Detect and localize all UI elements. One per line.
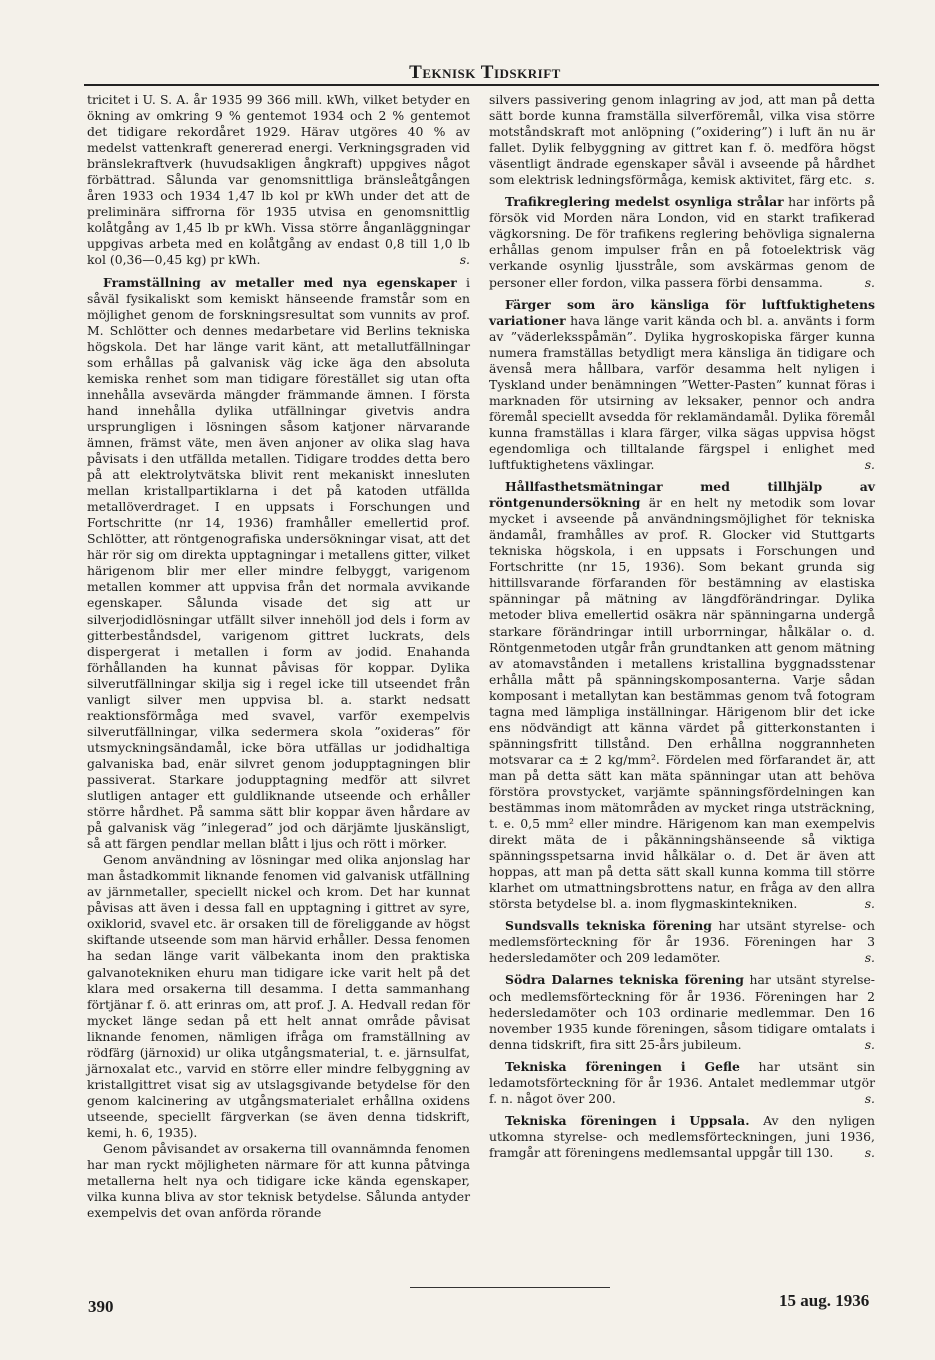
article-signature: s. <box>864 950 875 966</box>
article-continuation <box>87 92 470 269</box>
article-signature: s. <box>864 1090 875 1106</box>
article-text: silvers passivering genom inlagring av jod, att man på detta sätt borde kunna framställa silverföremål, vilka visa större motståndskraft mot anlöpning (”oxidering”) i luft än nu är fallet. Dylik felbyggning av gittret kan f. ö. medföra högst väsentligt ändrade egenskaper såväl i avseende på hårdhet som elektrisk ledningsförmåga, kemisk aktivitet, färg etc. <box>489 92 875 188</box>
article-signature: s. <box>864 274 875 290</box>
article-title: Tekniska föreningen i Uppsala. <box>505 1112 750 1128</box>
article-text: Av den nyligen utkomna styrelse- och medlemsförteckningen, juni 1936, framgår att föreningens medlemsantal uppgår till 130. <box>489 1112 875 1160</box>
article-colors <box>489 297 875 474</box>
article-gefle <box>489 1059 875 1107</box>
article-uppsala <box>489 1113 875 1161</box>
article-title: Sundsvalls tekniska förening <box>505 918 712 934</box>
article-signature: s. <box>864 1036 875 1052</box>
article-title: Tekniska föreningen i Gefle <box>505 1058 740 1074</box>
issue-date: 15 aug. 1936 <box>779 1291 870 1310</box>
article-text: har utsänt styrelse- och medlemsförteckning för år 1936. Föreningen har 2 hedersledamöter och 103 ordinarie medlemmar. Den 16 november 1935 kunde föreningen, såsom tidigare omtalats i denna tidskrift, fira sitt 25-års jubileum. <box>489 972 875 1052</box>
article-text: har utsänt sin ledamotsförteckning för år 1936. Antalet medlemmar utgör f. n. något över 200. <box>489 1058 875 1106</box>
article-text: i såväl fysikaliskt som kemiskt hänseende framstår som en möjlighet genom de forskningsresultat som vunnits av prof. M. Schlötter och dennes medarbetare vid Berlins tekniska högskola. Det har länge varit känt, att metallutfällningar som erhållas på galvanisk väg icke äga den absoluta kemiska renhet som man tidigare förestället sig utan ofta innehålla avsevärda mängder främmande ämnen. I första hand innehålla dylika utfällningar givetvis andra ursprungligen i lösningen såsom katjoner närvarande ämnen, främst väte, men även anjoner av olika slag hava påvisats i den utfällda metallen. Tidigare troddes detta bero på att elektrolytvätska blivit rent mekaniskt innesluten mellan kristallpartiklarna i det på katoden utfällda metallöverdraget. I en uppsats i Forschungen und Fortschritte (nr 14, 1936) framhåller emellertid prof. Schlötter, att röntgenografiska undersökningar visat, att det här rör sig om direkta upptagningar i metallens gitter, vilket härigenom blir mer eller mindre felbyggt, varigenom metallen kommer att uppvisa från det normala avvikande egenskaper. Sålunda visade det sig att ur silverjodidlösningar utfällt silver innehöll jod dels i form av gitterbeståndsdel, varigenom gittret luckrats, dels dispergerat i metallen i form av jodid. Enahanda förhållanden ha kunnat påvisas för koppar. Dylika silverutfällningar skilja sig i regel icke till utseendet från vanligt silver men uppvisa bl. a. starkt nedsatt reaktionsförmåga med svavel, varför exempelvis silverutfällningar, vilka sedermera skola ”oxideras” för utsmyckningsändamål, icke böra utfällas ur jodidhaltiga galvaniska bad, enär silvret genom jodupptagningen blir passiverat. Starkare jodupptagning medför att silvret slutligen antager ett guldliknande utseende och erhåller större hårdhet. På samma sätt blir koppar även hårdare av på galvanisk väg ”inlegerad” jod och därjämte ljuskänsligt, så att färgen pendlar mellan blått i ljus och rött i mörker. <box>87 274 470 852</box>
article-text: hava länge varit kända och bl. a. använts i form av ”väderleksspåmän”. Dylika hygroskopiska färger kunna numera framställas betydligt mera känsliga än tidigare och ävenså mera hållbara, varför desamma helt nyligen i Tyskland under benämningen ”Wetter-Pasten” kunnat föras i marknaden för utsirning av leksaker, pennor och andra föremål speciellt avsedda för reklamändamål. Dylika föremål kunna framställas i klara färger, vilka sägas uppvisa högst egendomliga och tilltalande färgspel i enlighet med luftfuktighetens växlingar. <box>489 312 875 473</box>
article-signature: s. <box>459 252 470 268</box>
article-paragraph: Genom användning av lösningar med olika anjonslag har man åstadkommit liknande fenomen vid galvanisk utfällning av järnmetaller, speciellt nickel och krom. Det har kunnat påvisas att även i dessa fall en upptagning i gittret av syre, oxiklorid, svavel etc. är orsaken till de föreliggande av högst skiftande utseende som man härvid erhåller. Dessa fenomen ha sedan länge varit välbekanta inom den praktiska galvanotekniken ehuru man tidigare icke varit helt på det klara med orsakerna till desamma. I detta sammanhang förtjänar f. ö. att erinras om, att prof. J. A. Hedvall redan för mycket länge sedan på ett helt annat område påvisat liknande fenomen, nämligen ifråga om framställning av rödfärg (järnoxid) ur olika utgångsmaterial, t. e. järnsulfat, järnoxalat etc., varvid en större eller mindre felbyggning av kristallgittret visat sig av utslagsgivande betydelse för den genom kalcinering av utgångsmaterialet erhållna oxidens utseende, speciellt färgverkan (se även denna tidskrift, kemi, h. 6, 1935). <box>87 852 470 1140</box>
article-xray <box>489 479 875 912</box>
article-text: har införts på försök vid Morden nära London, vid en starkt trafikerad vägkorsning. De för trafikens reglering behövliga signalerna erhållas genom impulser från en på fotoelektrisk väg verkande osynlig ljusstråle, som avskärmas genom de personer eller fordon, vilka passera förbi densamma. <box>489 194 875 290</box>
journal-masthead: Teknisk Tidskrift <box>409 62 561 83</box>
article-text: har utsänt styrelse- och medlemsförteckning för år 1936. Föreningen har 3 hedersledamöter och 209 ledamöter. <box>489 918 875 966</box>
article-continuation <box>489 92 875 188</box>
article-title: Södra Dalarnes tekniska förening <box>505 972 744 988</box>
article-title: Hållfasthetsmätningar med tillhjälp av röntgenundersökning <box>489 479 875 511</box>
article-text: tricitet i U. S. A. år 1935 99 366 mill. kWh, vilket betyder en ökning av omkring 9 % gentemot 1934 och 2 % gentemot det tidigare rekordåret 1929. Härav utgöres 40 % av medelst vattenkraft genererad energi. Verkningsgraden vid bränslekraftverk (huvudsakligen ångkraft) uppgives något förbättrad. Sålunda var genomsnittliga bränsleåtgången åren 1933 och 1934 1,47 lb kol pr kWh under det att de preliminära siffrorna för 1935 utvisa en genomsnittlig kolåtgång av 1,45 lb pr kWh. Vissa större ånganläggningar uppgivas arbeta med en kolåtgång av endast 0,8 till 1,0 lb kol (0,36—0,45 kg) pr kWh. <box>87 92 470 268</box>
right-column <box>489 92 875 1161</box>
article-title: Trafikreglering medelst osynliga strålar <box>505 194 784 210</box>
article-title: Färger som äro känsliga för luftfuktighetens variationer <box>489 296 875 328</box>
header-rule <box>84 84 879 86</box>
left-column <box>87 92 470 1221</box>
article-sundsvall <box>489 918 875 966</box>
article-metals <box>87 275 470 853</box>
article-text: är en helt ny metodik som lovar mycket i avseende på användningsmöjlighet för tekniska ändamål, framhålles av prof. R. Glocker vid Stuttgarts tekniska högskola, i en uppsats i Forschungen und Fortschritte (nr 15, 1936). Som bekant grunda sig hittillsvarande förfaranden för bestämning av elastiska spänningar på mätning av längdförändringar. Dylika metoder bliva emellertid osäkra när spänningarna undergå starkare förändringar intill urborrningar, hålkälar o. d. Röntgenmetoden utgår från grundtanken att genom mätning av atomavstånden i metallens kristallina byggnadsstenar erhålla mått på spänningskomposanterna. Varje sådan komposant i metallytan kan bestämmas genom två fotogram tagna med lämpliga inställningar. Härigenom blir det icke ens nödvändigt att känna värdet på gitterkonstanten i spänningsfritt tillstånd. Den erhållna noggrannheten motsvarar ca ± 2 kg/mm². Fördelen med förfarandet är, att man på detta sätt kan mäta spänningar utan att behöva förstöra provstycket, varjämte spänningsfördelningen kan bestämmas inom mätområden av mycket ringa utsträckning, t. e. 0,5 mm² eller mindre. Härigenom kan man exempelvis direkt mäta de i påkänningshänseende så viktiga spänningsspetsarna invid hålkälar o. d. Det är även att hoppas, att man på detta sätt skall kunna komma till större klarhet om utmattningsbrottens natur, en fråga av den allra största betydelse bl. a. inom flygmaskintekniken. <box>489 495 875 912</box>
article-paragraph: Genom påvisandet av orsakerna till ovannämnda fenomen har man ryckt möjligheten närmare för att kunna påtvinga metallerna helt nya och tidigare icke kända egenskaper, vilka kunna bliva av stor teknisk betydelse. Sålunda antyder exempelvis det ovan anförda rörande <box>87 1141 470 1221</box>
page-number: 390 <box>88 1297 114 1316</box>
article-dalarne <box>489 972 875 1052</box>
article-signature: s. <box>864 1144 875 1160</box>
article-signature: s. <box>864 457 875 473</box>
article-signature: s. <box>864 172 875 188</box>
footer-rule <box>410 1287 610 1288</box>
article-traffic <box>489 194 875 290</box>
article-title: Framställning av metaller med nya egenskaper <box>103 274 457 290</box>
article-signature: s. <box>864 896 875 912</box>
